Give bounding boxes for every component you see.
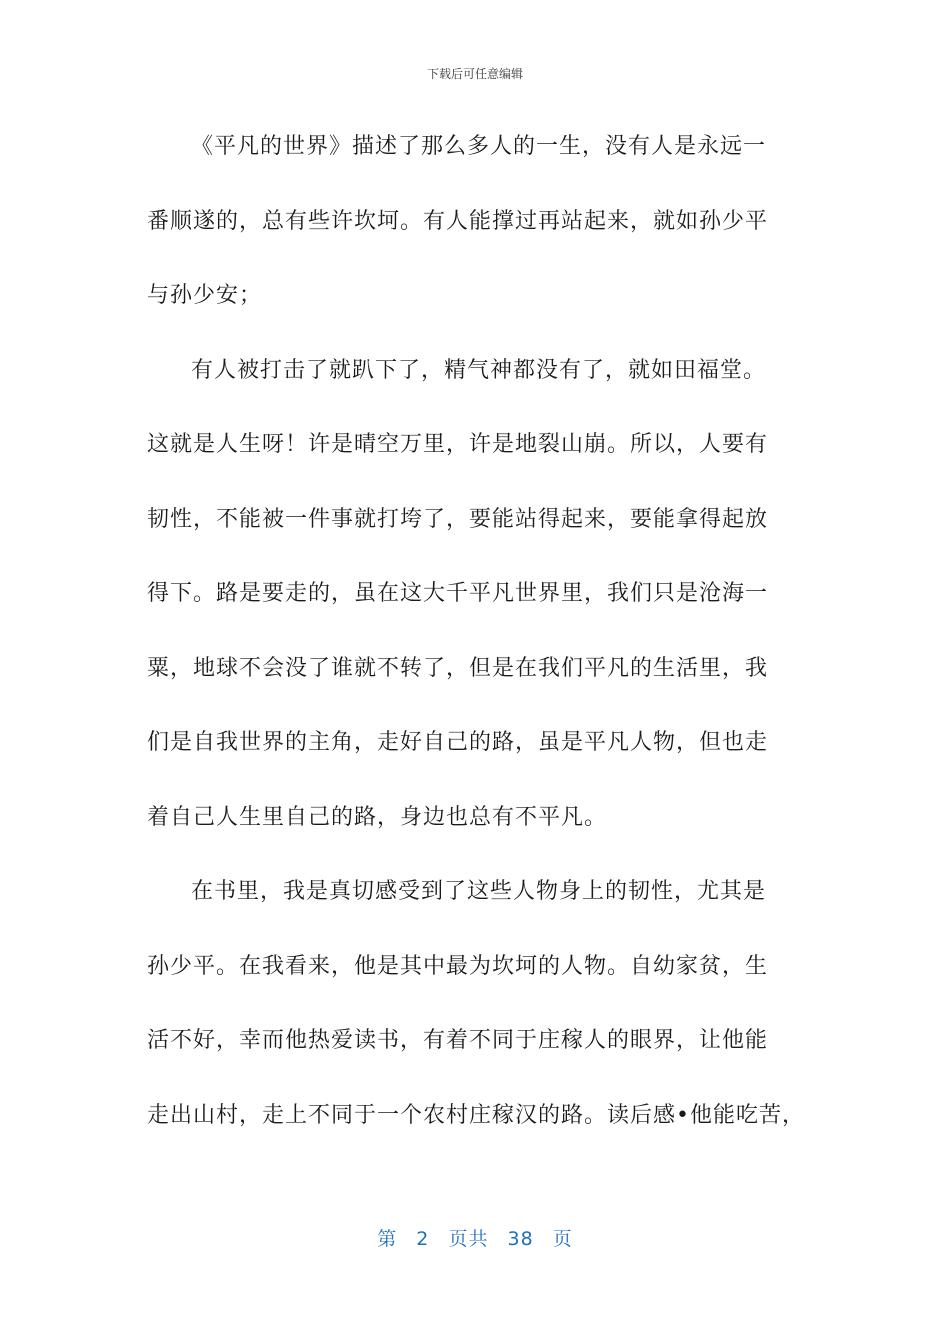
page-header-note: 下载后可任意编辑 <box>426 67 523 81</box>
text-line: 有人被打击了就趴下了，精气神都没有了，就如田福堂。 <box>191 357 767 383</box>
text-line: 得下。路是要走的，虽在这大千平凡世界里，我们只是沧海一 <box>147 581 769 606</box>
total-pages-number: 38 <box>507 1228 534 1250</box>
page-number-footer <box>0 1226 950 1252</box>
text-line: 《平凡的世界》描述了那么多人的一生，没有人是永远一 <box>191 134 767 159</box>
text-line: 着自己人生里自己的路，身边也总有不平凡。 <box>147 804 608 830</box>
text-line: 粟，地球不会没了谁就不转了，但是在我们平凡的生活里，我 <box>147 655 769 681</box>
text-line: 番顺遂的，总有些许坎坷。有人能撑过再站起来，就如孙少平 <box>147 208 769 234</box>
text-line: 活不好，幸而他热爱读书，有着不同于庄稼人的眼界，让他能 <box>147 1028 769 1053</box>
text-line: 韧性，不能被一件事就打垮了，要能站得起来，要能拿得起放 <box>147 506 769 532</box>
text-line: 与孙少安； <box>147 283 263 308</box>
footer-suffix: 页 <box>552 1228 573 1250</box>
text-line: 在书里，我是真切感受到了这些人物身上的韧性，尤其是 <box>191 879 767 904</box>
document-body <box>147 110 807 1153</box>
text-line: 走出山村，走上不同于一个农村庄稼汉的路。读后感•他能吃苦， <box>147 1102 805 1128</box>
footer-prefix: 第 <box>377 1228 398 1250</box>
text-line: 孙少平。在我看来，他是其中最为坎坷的人物。自幼家贫，生 <box>147 953 769 979</box>
footer-middle: 页共 <box>448 1228 489 1250</box>
text-line: 这就是人生呀！许是晴空万里，许是地裂山崩。所以，人要有 <box>147 432 769 457</box>
current-page-number: 2 <box>416 1228 430 1250</box>
text-line: 们是自我世界的主角，走好自己的路，虽是平凡人物，但也走 <box>147 730 769 755</box>
